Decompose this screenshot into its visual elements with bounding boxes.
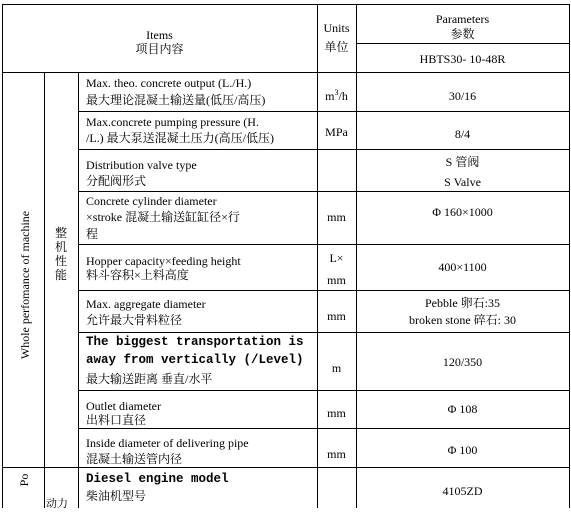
units-header-zh: 单位 [324,40,349,54]
row-8-item-en: Outlet diameter [86,399,161,413]
group-column-line [44,72,45,508]
row-7-unit: m [331,361,342,375]
row-line [78,191,569,192]
row-10-item-en: Diesel engine model [86,472,229,486]
row-3-value-en: S Valve [444,175,481,189]
row-4-value: Φ 160×1000 [432,205,493,219]
row-10-value: 4105ZD [442,484,483,498]
row-5-unit-2: mm [327,273,346,287]
params-header-zh: 参数 [450,27,475,41]
table-border-top [2,4,570,5]
table-border-left [2,4,3,508]
row-1-unit: $m^3/h$ [325,88,348,103]
row-5-value: 400×1100 [438,260,487,274]
row-9-item-zh: 混凝土输送管内径 [86,452,183,466]
row-2-item-en-2: /L.) 最大泵送混凝土压力(高压/低压) [86,131,274,145]
header-bottom-line [2,72,570,73]
row-6-unit: mm [327,309,346,323]
row-line [78,390,569,391]
row-7-item-zh: 最大输送距离 垂直/水平 [86,372,213,386]
row-3-item-zh: 分配阀形式 [86,174,147,188]
row-4-item-en: Concrete cylinder diameter [86,194,217,208]
params-column-line [356,4,357,508]
row-8-unit: mm [327,406,346,420]
items-header-zh: 项目内容 [135,42,184,56]
units-header-en: Units [323,21,350,35]
group-label-machine-zh: 整机性能 [54,226,67,282]
row-line [78,244,569,245]
row-6-item-zh: 允许最大骨料粒径 [86,313,183,327]
row-line [78,332,569,333]
row-line [78,149,569,150]
row-2-unit: MPa [325,125,348,139]
row-8-item-zh: 出料口直径 [86,413,147,427]
row-4-unit: mm [327,210,346,224]
row-4-item-en-2: ×stroke 混凝土输送缸缸径×行 [86,210,240,224]
group-label-power: Po [17,473,31,487]
params-header-en: Parameters [435,12,490,26]
row-6-item-en: Max. aggregate diameter [86,297,206,311]
row-line [78,290,569,291]
row-3-value-zh: S 管阀 [445,155,480,169]
row-7-value: 120/350 [442,355,483,369]
row-4-item-zh: 程 [86,227,99,241]
table-border-right [569,4,570,508]
row-7-item-en-2: away from vertically (/Level) [86,353,304,367]
items-header-en: Items [146,28,173,42]
row-7-item-en: The biggest transportation is [86,335,304,349]
row-line [78,428,569,429]
group-label-machine: Whole perfomance of machine [18,210,32,360]
row-10-item-zh: 柴油机型号 [86,489,147,503]
params-header-divider [356,43,569,44]
row-line [78,111,569,112]
row-3-item-en: Distribution valve type [86,158,197,172]
model-header: HBTS30- 10-48R [419,52,506,66]
row-8-value: Φ 108 [447,402,478,416]
row-5-unit-1: L× [329,251,344,265]
row-6-value-2: broken stone 碎石: 30 [409,313,516,327]
row-2-value: 8/4 [454,127,471,141]
row-1-value: 30/16 [448,89,477,103]
row-5-item-en: Hopper capacity×feeding height [86,254,241,268]
group-label-power-zh: 动力 [46,498,68,510]
row-5-item-zh: 料斗容积×上料高度 [86,268,189,282]
group-divider-line [2,467,570,468]
row-2-item-en: Max.concrete pumping pressure (H. [86,115,259,129]
row-9-unit: mm [327,447,346,461]
row-1-item-zh: 最大理论混凝土输送量(低压/高压) [86,93,266,107]
row-9-item-en: Inside diameter of delivering pipe [86,436,249,450]
row-9-value: Φ 100 [447,443,478,457]
row-6-value-1: Pebble 卵石:35 [425,296,500,310]
row-1-item-en: Max. theo. concrete output (L./H.) [86,76,252,90]
